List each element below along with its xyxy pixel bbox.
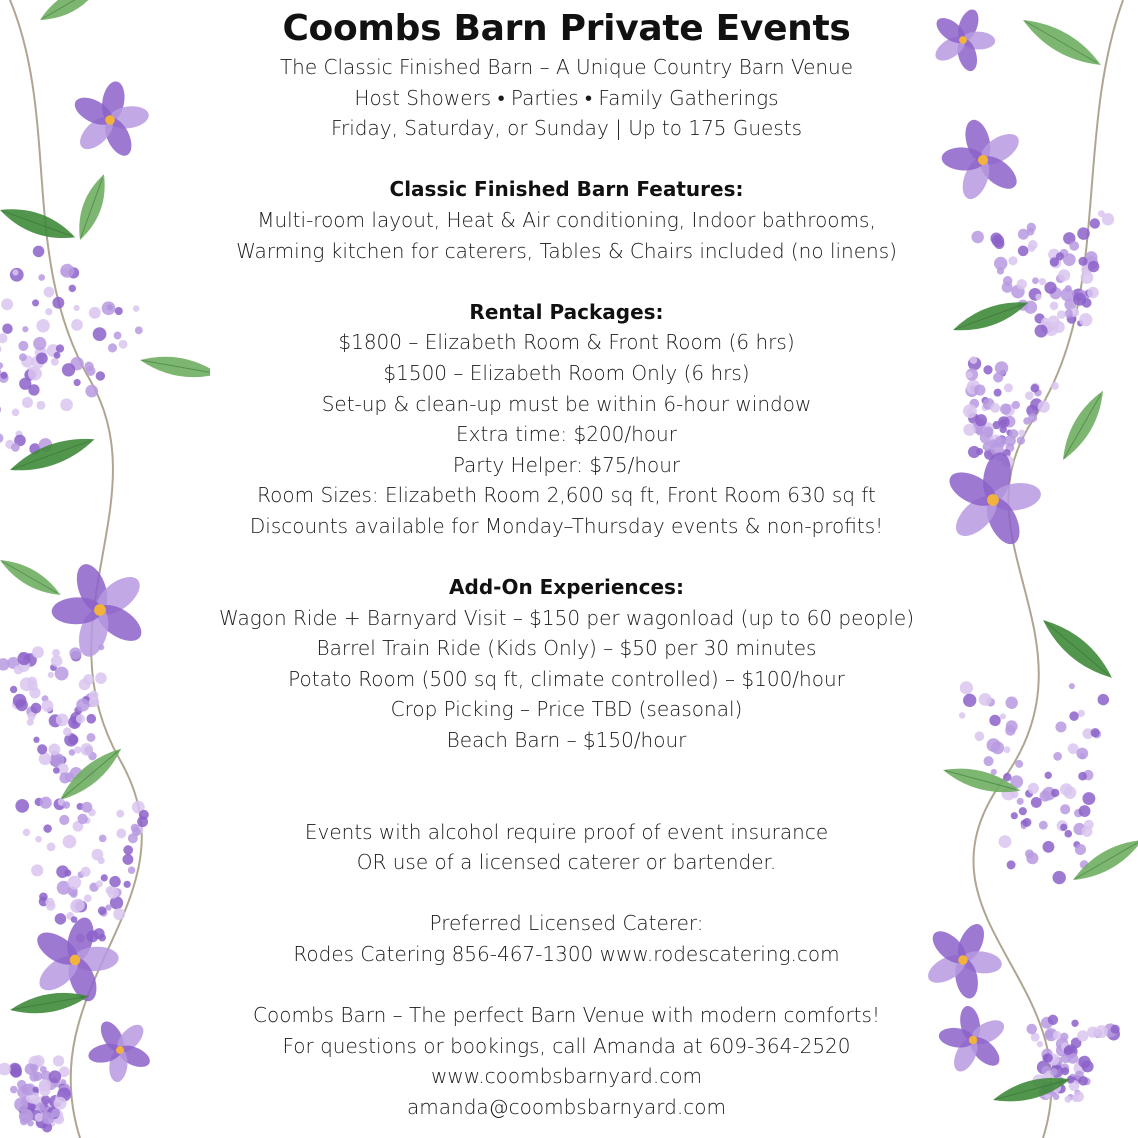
addons-heading: Add-On Experiences: bbox=[449, 575, 684, 600]
violet-flower-icon bbox=[931, 109, 1035, 210]
addons-line: Crop Picking – Price TBD (seasonal) bbox=[390, 697, 743, 722]
lilac-cluster-icon bbox=[0, 1055, 71, 1132]
rental-line: Extra time: $200/hour bbox=[456, 422, 677, 447]
email-link[interactable]: amanda@coombsbarnyard.com bbox=[407, 1095, 726, 1119]
rental-line: Party Helper: $75/hour bbox=[452, 452, 681, 477]
violet-flower-icon bbox=[63, 74, 156, 164]
contact-line: For questions or bookings, call Amanda at 609-364-2520 bbox=[282, 1033, 851, 1058]
violet-flower-icon bbox=[923, 907, 1016, 1011]
intro-line: Host Showers • Parties • Family Gatherings bbox=[354, 85, 779, 110]
leaf-icon bbox=[72, 171, 113, 243]
rental-line: $1500 – Elizabeth Room Only (6 hrs) bbox=[383, 360, 750, 385]
leaf-icon bbox=[0, 201, 79, 247]
caterer-label: Preferred Licensed Caterer: bbox=[429, 911, 704, 936]
leaf-icon bbox=[0, 553, 65, 602]
leaf-icon bbox=[138, 351, 210, 383]
leaf-icon bbox=[1018, 11, 1106, 73]
rental-line: Room Sizes: Elizabeth Room 2,600 sq ft, Front Room 630 sq ft bbox=[257, 483, 876, 508]
features-line: Multi-room layout, Heat & Air conditioning, Indoor bathrooms, bbox=[257, 207, 876, 232]
rental-heading: Rental Packages: bbox=[469, 299, 664, 324]
alcohol-line: OR use of a licensed caterer or bartender. bbox=[356, 850, 777, 875]
features-heading: Classic Finished Barn Features: bbox=[389, 177, 744, 202]
addons-line: Barrel Train Ride (Kids Only) – $50 per 30 minutes bbox=[316, 636, 817, 661]
addons-line: Potato Room (500 sq ft, climate controlled) – $100/hour bbox=[288, 666, 845, 691]
rental-line: Set-up & clean-up must be within 6-hour window bbox=[321, 391, 812, 416]
addons-line: Wagon Ride + Barnyard Visit – $150 per wagonload (up to 60 people) bbox=[218, 605, 915, 630]
floral-border-right bbox=[923, 0, 1138, 1138]
leaf-icon bbox=[1037, 612, 1119, 685]
floral-border-left bbox=[0, 0, 210, 1138]
rental-line: $1800 – Elizabeth Room & Front Room (6 hrs) bbox=[338, 330, 795, 355]
intro-line: The Classic Finished Barn – A Unique Country Barn Venue bbox=[279, 55, 854, 79]
page-title: Coombs Barn Private Events bbox=[282, 8, 851, 49]
caterer-details: Rodes Catering 856-467-1300 www.rodescatering.com bbox=[293, 942, 840, 967]
violet-flower-icon bbox=[75, 1005, 165, 1093]
leaf-icon bbox=[950, 294, 1031, 338]
leaf-icon bbox=[1055, 386, 1111, 464]
features-line: Warming kitchen for caterers, Tables & Chairs included (no linens) bbox=[236, 238, 897, 263]
addons-line: Beach Barn – $150/hour bbox=[446, 728, 687, 753]
violet-flower-icon bbox=[936, 444, 1051, 555]
leaf-icon bbox=[1069, 832, 1138, 888]
contact-line: Coombs Barn – The perfect Barn Venue with modern comforts! bbox=[253, 1003, 880, 1028]
intro-line: Friday, Saturday, or Sunday | Up to 175 Guests bbox=[330, 116, 803, 141]
violet-flower-icon bbox=[923, 0, 1005, 81]
website-link[interactable]: www.coombsbarnyard.com bbox=[431, 1064, 702, 1089]
flyer-content bbox=[210, 0, 923, 1123]
leaf-icon bbox=[36, 0, 106, 28]
alcohol-line: Events with alcohol require proof of event insurance bbox=[304, 819, 829, 844]
rental-line: Discounts available for Monday–Thursday events & non-profits! bbox=[249, 513, 884, 538]
violet-flower-icon bbox=[932, 1000, 1014, 1079]
lilac-cluster-icon bbox=[970, 207, 1132, 347]
